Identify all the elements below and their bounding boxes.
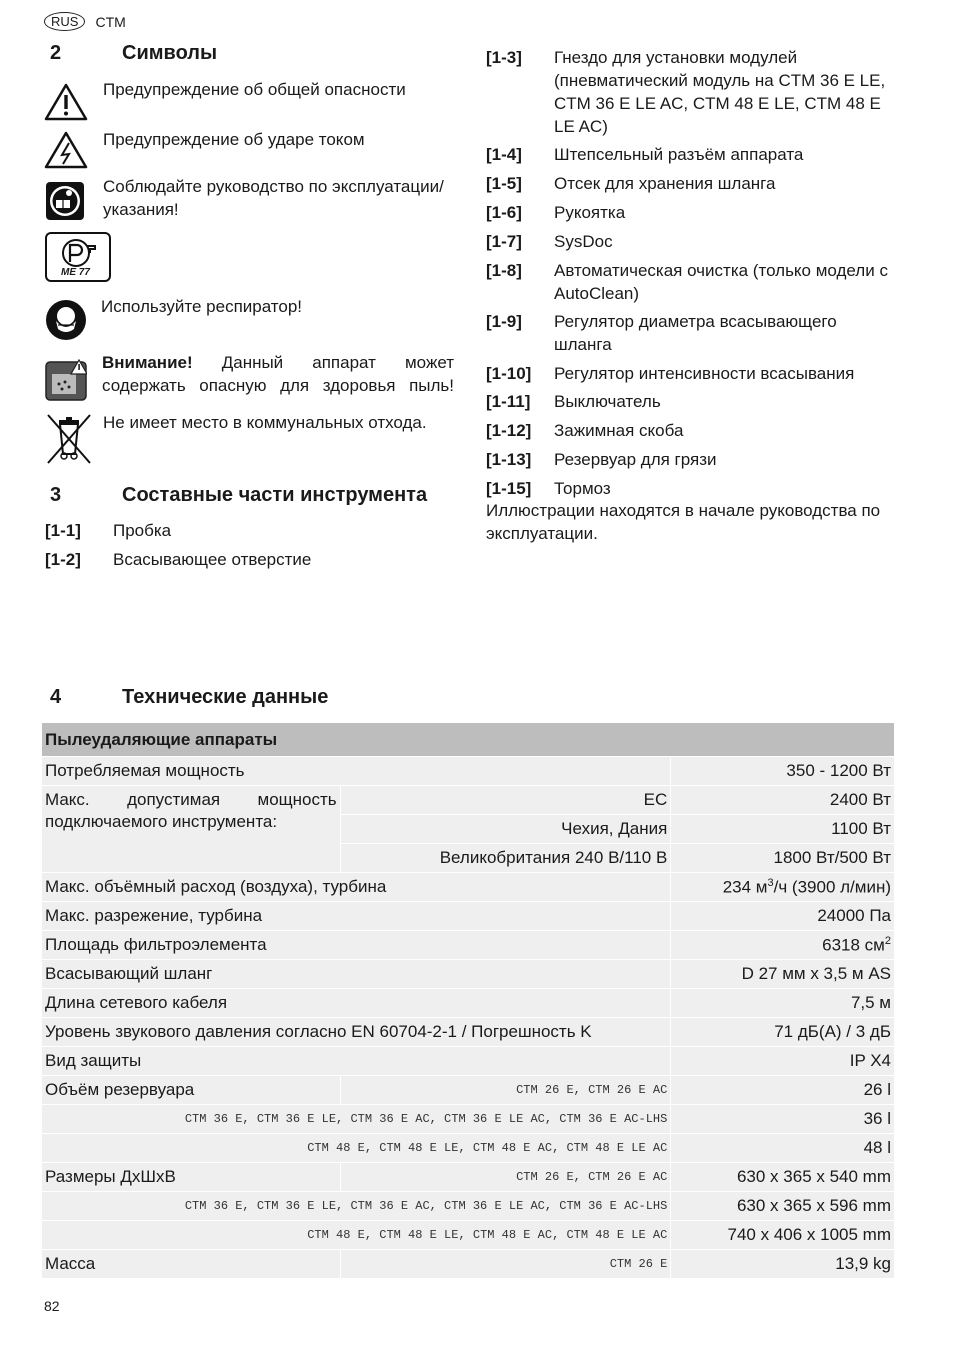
table-row (42, 1105, 895, 1134)
list-item: [1-1] Пробка (45, 521, 172, 540)
illustrations-note: Иллюстрации находятся в начале руководства по эксплуатации. (486, 501, 881, 543)
symbol-text-general-danger: Предупреждение об общей опасности (103, 80, 406, 99)
gost-logo-icon (47, 236, 109, 268)
crossed-bin-icon (45, 412, 93, 466)
table-row (42, 1163, 895, 1192)
respirator-icon (45, 299, 87, 341)
table-row (42, 931, 895, 960)
table-cell-value: 630 x 365 x 540 mm (671, 1163, 895, 1192)
table-cell-models: CTM 48 E, CTM 48 E LE, CTM 48 E AC, CTM 48 E LE AC (42, 1221, 671, 1250)
table-cell-value: 36 l (671, 1105, 895, 1134)
table-cell-value: 24000 Па (671, 902, 895, 931)
list-item: [1-9] Регулятор диаметра всасывающего шланга (486, 312, 837, 354)
table-cell-label: Уровень звукового давления согласно EN 60704-2-1 / Погрешность K (42, 1018, 671, 1047)
table-row (42, 1047, 895, 1076)
table-cell-region: Великобритания 240 В/110 В (340, 844, 671, 873)
list-item: [1-12] Зажимная скоба (486, 421, 684, 440)
symbol-text-dust-warning (102, 351, 454, 397)
table-row (42, 1018, 895, 1047)
table-cell-label: Площадь фильтроэлемента (42, 931, 671, 960)
table-cell-value: 2400 Вт (671, 786, 895, 815)
table-header-cell: Пылеудаляющие аппараты (42, 723, 895, 757)
symbol-text-respirator: Используйте респиратор! (101, 297, 303, 316)
table-cell-label: Вид защиты (42, 1047, 671, 1076)
table-cell-value: 350 - 1200 Вт (671, 757, 895, 786)
list-item: [1-7] SysDoc (486, 232, 613, 251)
electric-shock-icon (44, 130, 88, 170)
list-item: [1-11] Выключатель (486, 392, 661, 411)
table-row (42, 1221, 895, 1250)
list-item: [1-4] Штепсельный разъём аппарата (486, 145, 804, 164)
tech-data-table (41, 722, 895, 1279)
list-item: [1-10] Регулятор интенсивности всасывания (486, 364, 855, 383)
table-cell-value: 1100 Вт (671, 815, 895, 844)
table-row (42, 989, 895, 1018)
section-3-number: 3 (50, 484, 62, 506)
table-cell-value: 1800 Вт/500 Вт (671, 844, 895, 873)
table-cell-label: Макс. разрежение, турбина (42, 902, 671, 931)
table-cell-label: Масса (42, 1250, 341, 1279)
table-cell-models: CTM 36 E, CTM 36 E LE, CTM 36 E AC, CTM 36 E LE AC, CTM 36 E AC-LHS (42, 1192, 671, 1221)
language-badge: RUS (44, 12, 85, 31)
warning-triangle-icon (44, 82, 88, 122)
symbol-text-disposal: Не имеет место в коммунальных отхода. (103, 413, 427, 432)
table-cell-value: 234 $м^3/ч$ (3900 л/мин) (671, 873, 895, 902)
list-item: [1-15] Тормоз (486, 479, 611, 498)
table-row (42, 960, 895, 989)
read-manual-icon (45, 181, 85, 221)
table-cell-region: Чехия, Дания (340, 815, 671, 844)
list-item: [1-3] Гнездо для установки модулей (пневматический модуль на CTM 36 E LE, CTM 36 E LE AC, CTM 48 E LE, CTM 48 E LE AC) (486, 48, 886, 136)
gost-mark: МЕ 77 (61, 267, 90, 278)
gost-certification-icon (45, 232, 111, 282)
table-row (42, 873, 895, 902)
dust-warning-text: Данный аппарат может содержать опасную для здоровья пыль! (102, 353, 454, 395)
list-item: [1-8] Автоматическая очистка (только модели с AutoClean) (486, 261, 888, 303)
section-3-title: Составные части инструмента (122, 484, 428, 506)
section-2-number: 2 (50, 42, 62, 64)
symbol-text-electric: Предупреждение об ударе током (103, 130, 365, 149)
table-cell-models: CTM 26 E, CTM 26 E AC (340, 1076, 671, 1105)
table-cell-value: 7,5 м (671, 989, 895, 1018)
table-cell-label: Объём резервуара (42, 1076, 341, 1105)
model-label: CTM (95, 13, 126, 30)
table-cell-value: IP X4 (671, 1047, 895, 1076)
hazardous-dust-icon (45, 358, 87, 402)
table-cell-value: 630 x 365 x 596 mm (671, 1192, 895, 1221)
table-cell-value: 740 x 406 x 1005 mm (671, 1221, 895, 1250)
page-number: 82 (44, 1298, 60, 1314)
table-cell-label: Всасывающий шланг (42, 960, 671, 989)
table-row (42, 786, 895, 815)
section-4-title: Технические данные (122, 686, 329, 708)
table-cell-label: Длина сетевого кабеля (42, 989, 671, 1018)
list-item: [1-13] Резервуар для грязи (486, 450, 717, 469)
section-2-title: Символы (122, 42, 218, 64)
table-cell-value: D 27 мм x 3,5 м AS (671, 960, 895, 989)
table-row (42, 1076, 895, 1105)
table-cell-region: ЕС (340, 786, 671, 815)
section-4-number: 4 (50, 686, 62, 708)
table-cell-value: 26 l (671, 1076, 895, 1105)
table-cell-label: Потребляемая мощность (42, 757, 671, 786)
table-cell-models: CTM 48 E, CTM 48 E LE, CTM 48 E AC, CTM 48 E LE AC (42, 1134, 671, 1163)
table-row (42, 1134, 895, 1163)
table-cell-value: 48 l (671, 1134, 895, 1163)
table-cell-label: Макс. допустимая мощность подключаемого инструмента: (42, 786, 341, 873)
table-row (42, 757, 895, 786)
table-row (42, 902, 895, 931)
table-cell-label: Макс. объёмный расход (воздуха), турбина (42, 873, 671, 902)
table-cell-models: CTM 26 E (340, 1250, 671, 1279)
table-cell-models: CTM 26 E, CTM 26 E AC (340, 1163, 671, 1192)
table-cell-value: 71 дБ(A) / 3 дБ (671, 1018, 895, 1047)
table-cell-value: 13,9 kg (671, 1250, 895, 1279)
list-item: [1-2] Всасывающее отверстие (45, 550, 312, 569)
page-header (44, 12, 126, 31)
symbol-text-read-manual: Соблюдайте руководство по эксплуатации/указания! (103, 177, 444, 219)
table-cell-value: 6318 $см^2$ (671, 931, 895, 960)
table-row (42, 1250, 895, 1279)
table-header-row (42, 723, 895, 757)
table-cell-label: Размеры ДхШхВ (42, 1163, 341, 1192)
dust-warning-bold: Внимание! (102, 353, 193, 372)
list-item: [1-6] Рукоятка (486, 203, 626, 222)
table-cell-models: CTM 36 E, CTM 36 E LE, CTM 36 E AC, CTM 36 E LE AC, CTM 36 E AC-LHS (42, 1105, 671, 1134)
table-row (42, 1192, 895, 1221)
list-item: [1-5] Отсек для хранения шланга (486, 174, 776, 193)
